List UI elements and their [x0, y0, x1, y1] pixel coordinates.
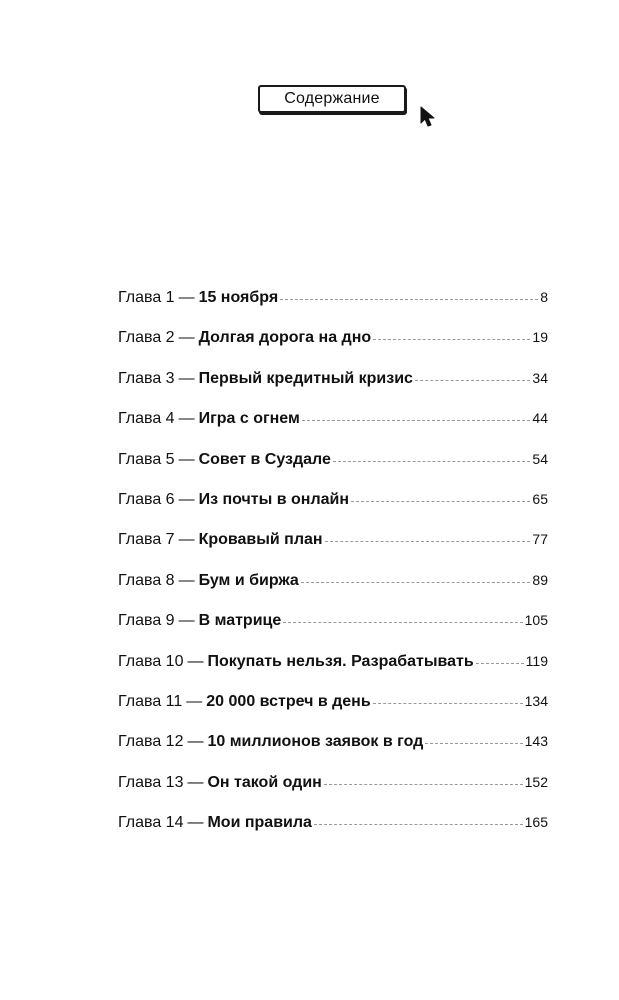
toc-separator: — — [178, 571, 195, 589]
toc-entry[interactable] — [118, 329, 548, 369]
toc-chapter-title: 15 ноября — [198, 289, 279, 306]
toc-page-number: 65 — [532, 490, 548, 507]
toc-separator: — — [187, 733, 204, 751]
toc-chapter-title: Из почты в онлайн — [198, 490, 350, 508]
toc-page-number: 77 — [532, 531, 548, 548]
toc-page-number: 165 — [524, 814, 548, 831]
toc-chapter-number: Глава 7 — [118, 531, 175, 549]
toc-dot-leader — [476, 663, 524, 664]
toc-page-number: 105 — [524, 612, 548, 629]
toc-chapter-number: Глава 5 — [118, 450, 175, 468]
toc-page-number: 8 — [540, 289, 548, 305]
toc-page-number: 143 — [524, 733, 548, 750]
toc-dot-leader — [301, 582, 531, 583]
contents-title-label: Содержание — [284, 90, 380, 107]
toc-entry[interactable] — [118, 572, 548, 612]
toc-separator: — — [178, 369, 195, 387]
toc-separator: — — [186, 692, 203, 710]
toc-page-number: 44 — [532, 410, 548, 427]
toc-chapter-number: Глава 9 — [118, 612, 175, 630]
toc-page-number: 119 — [525, 652, 548, 669]
toc-separator: — — [187, 773, 204, 791]
toc-page-number: 152 — [524, 773, 548, 790]
toc-dot-leader — [425, 743, 522, 744]
toc-chapter-title: 20 000 встреч в день — [206, 692, 371, 710]
toc-chapter-title: Игра с огнем — [198, 410, 300, 428]
toc-separator: — — [187, 652, 204, 670]
toc-dot-leader — [325, 541, 531, 542]
toc-chapter-number: Глава 12 — [118, 733, 184, 751]
toc-chapter-title: Кровавый план — [198, 531, 323, 549]
toc-entry[interactable] — [118, 814, 548, 854]
toc-chapter-title: Покупать нельзя. Разрабатывать — [207, 652, 474, 670]
toc-chapter-number: Глава 14 — [118, 814, 184, 832]
toc-page-number: 54 — [532, 450, 548, 467]
toc-dot-leader — [324, 784, 523, 785]
toc-entry[interactable] — [118, 612, 548, 652]
toc-dot-leader — [283, 622, 522, 623]
toc-separator: — — [178, 612, 195, 630]
toc-chapter-number: Глава 6 — [118, 490, 175, 508]
toc-entry[interactable] — [118, 410, 548, 450]
toc-chapter-title: В матрице — [198, 612, 282, 630]
mouse-pointer-icon — [420, 106, 436, 128]
toc-entry[interactable] — [118, 733, 548, 773]
toc-dot-leader — [333, 461, 531, 462]
toc-chapter-title: 10 миллионов заявок в год — [207, 733, 424, 751]
toc-page-number: 89 — [532, 571, 548, 588]
toc-page-number: 134 — [524, 692, 548, 709]
toc-chapter-title: Мои правила — [207, 814, 312, 832]
toc-entry[interactable] — [118, 289, 548, 329]
toc-entry[interactable] — [118, 370, 548, 410]
toc-dot-leader — [415, 380, 530, 381]
toc-dot-leader — [302, 420, 531, 421]
toc-separator: — — [178, 490, 195, 508]
toc-separator: — — [178, 329, 195, 347]
toc-chapter-title: Он такой один — [207, 773, 322, 791]
toc-chapter-number: Глава 1 — [118, 289, 175, 306]
toc-entry[interactable] — [118, 531, 548, 571]
toc-separator: — — [178, 289, 195, 306]
toc-entry[interactable] — [118, 653, 548, 693]
toc-chapter-title: Совет в Суздале — [198, 450, 331, 468]
toc-entry[interactable] — [118, 451, 548, 491]
toc-chapter-title: Долгая дорога на дно — [198, 329, 372, 347]
toc-chapter-number: Глава 13 — [118, 773, 184, 791]
toc-dot-leader — [280, 299, 538, 300]
toc-chapter-number: Глава 2 — [118, 329, 175, 347]
toc-separator: — — [178, 410, 195, 428]
toc-entry[interactable] — [118, 693, 548, 733]
toc-dot-leader — [373, 703, 523, 704]
toc-chapter-number: Глава 8 — [118, 571, 175, 589]
toc-page-number: 19 — [532, 329, 548, 346]
toc-dot-leader — [314, 824, 523, 825]
toc-separator: — — [178, 531, 195, 549]
toc-chapter-number: Глава 3 — [118, 369, 175, 387]
toc-chapter-number: Глава 10 — [118, 652, 184, 670]
toc-chapter-title: Бум и биржа — [198, 571, 299, 589]
toc-chapter-title: Первый кредитный кризис — [198, 369, 413, 387]
toc-page-number: 34 — [532, 369, 548, 386]
toc-entry[interactable] — [118, 774, 548, 814]
toc-dot-leader — [373, 339, 530, 340]
toc-dot-leader — [351, 501, 530, 502]
toc-entry[interactable] — [118, 491, 548, 531]
toc-separator: — — [178, 450, 195, 468]
toc-chapter-number: Глава 4 — [118, 410, 175, 428]
toc-separator: — — [187, 814, 204, 832]
table-of-contents — [118, 289, 548, 854]
contents-title-button[interactable] — [258, 85, 406, 113]
toc-chapter-number: Глава 11 — [118, 692, 183, 710]
